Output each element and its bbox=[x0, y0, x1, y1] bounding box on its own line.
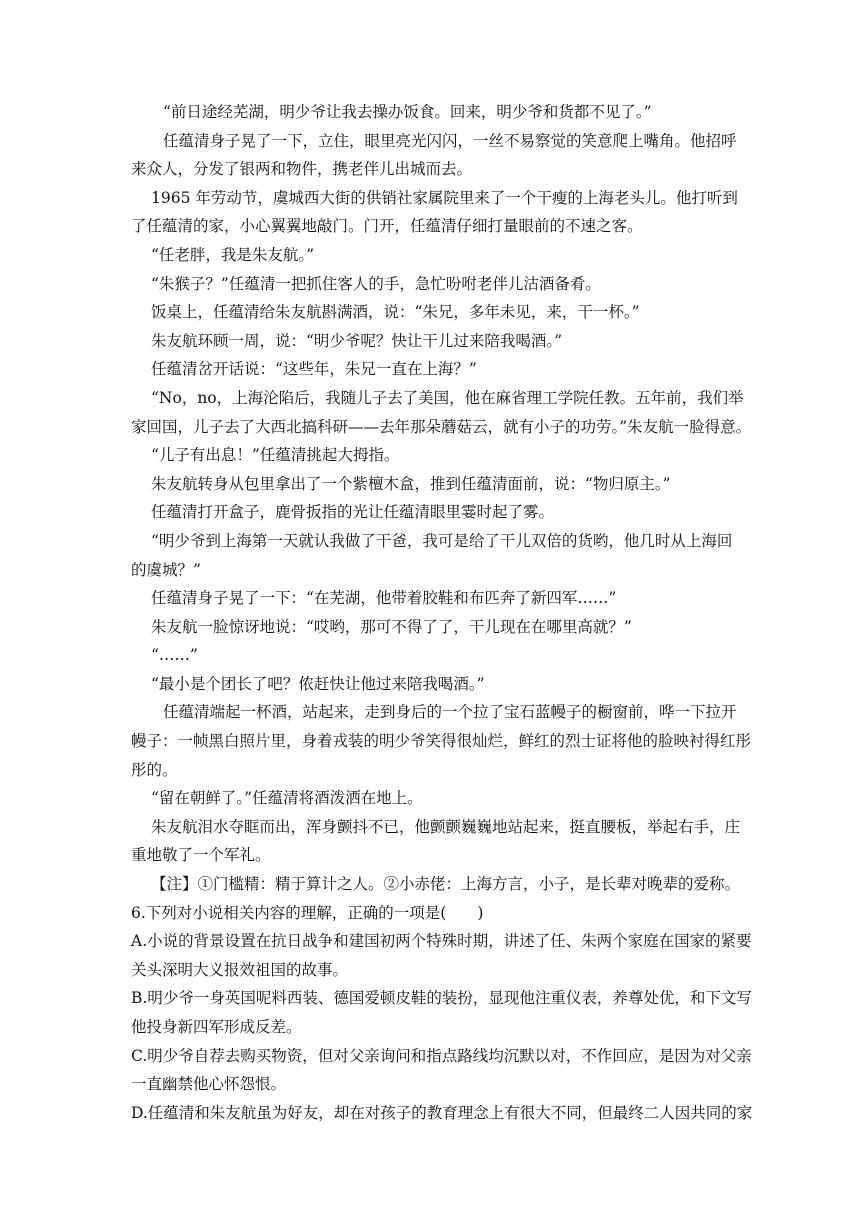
option-b: B.明少爷一身英国呢料西装、德国爱顿皮鞋的装扮，显现他注重仪表，养尊处优，和下文写 bbox=[131, 989, 752, 1008]
story-line: “朱猴子？”任蕴清一把抓住客人的手，急忙吩咐老伴儿沽酒备肴。 bbox=[151, 274, 601, 293]
story-line: 来众人，分发了银两和物件，携老伴儿出城而去。 bbox=[131, 160, 473, 179]
story-line: 任蕴清身子晃了一下：“在芜湖，他带着胶鞋和布匹奔了新四军……” bbox=[151, 589, 617, 608]
option-a-continued: 关头深明大义报效祖国的故事。 bbox=[131, 960, 349, 979]
annotation-note: 【注】①门槛精：精于算计之人。②小赤佬：上海方言，小子，是长辈对晚辈的爱称。 bbox=[151, 875, 741, 894]
story-line: 任蕴清端起一杯酒，站起来，走到身后的一个拉了宝石蓝幔子的橱窗前，哗一下拉开 bbox=[163, 703, 737, 722]
story-line: 1965 年劳动节，虞城西大街的供销社家属院里来了一个干瘦的上海老头儿。他打听到 bbox=[151, 188, 738, 207]
question-stem: 6.下列对小说相关内容的理解，正确的一项是( ) bbox=[131, 903, 484, 922]
story-line: “留在朝鲜了。”任蕴清将酒泼洒在地上。 bbox=[151, 789, 423, 808]
story-line: 幔子：一帧黑白照片里，身着戎装的明少爷笑得很灿烂，鲜红的烈士证将他的脸映衬得红彤 bbox=[131, 732, 752, 751]
story-line: 朱友航一脸惊讶地说：“哎哟，那可不得了了，干儿现在在哪里高就？” bbox=[151, 617, 632, 636]
story-line: 家回国，儿子去了大西北搞科研——去年那朵蘑菇云，就有小子的功劳。”朱友航一脸得意。 bbox=[131, 417, 752, 436]
option-a: A.小说的背景设置在抗日战争和建国初两个特殊时期，讲述了任、朱两个家庭在国家的紧要 bbox=[131, 932, 752, 951]
story-line: 了任蕴清的家，小心翼翼地敲门。门开，任蕴清仔细打量眼前的不速之客。 bbox=[131, 217, 643, 236]
story-line: 饭桌上，任蕴清给朱友航斟满酒，说：“朱兄，多年未见，来，干一杯。” bbox=[151, 303, 640, 322]
story-line: 彤的。 bbox=[131, 760, 178, 779]
story-line: 的虞城？” bbox=[131, 560, 201, 579]
story-line: 重地敬了一个军礼。 bbox=[131, 846, 271, 865]
story-line: “No，no，上海沦陷后，我随儿子去了美国，他在麻省理工学院任教。五年前，我们举 bbox=[151, 388, 744, 407]
story-line: “儿子有出息！”任蕴清挑起大拇指。 bbox=[151, 446, 400, 465]
story-line: 朱友航泪水夺眶而出，浑身颤抖不已，他颤颤巍巍地站起来，挺直腰板，举起右手，庄 bbox=[151, 817, 741, 836]
option-c: C.明少爷自荐去购买物资，但对父亲询问和指点路线均沉默以对，不作回应，是因为对父亲 bbox=[131, 1046, 752, 1065]
option-b-continued: 他投身新四军形成反差。 bbox=[131, 1018, 302, 1036]
option-d: D.任蕴清和朱友航虽为好友，却在对孩子的教育理念上有很大不同，但最终二人因共同的家 bbox=[131, 1103, 753, 1122]
option-c-continued: 一直幽禁他心怀怨恨。 bbox=[131, 1075, 287, 1094]
story-text bbox=[131, 98, 753, 1127]
story-line: 任蕴清身子晃了一下，立住，眼里亮光闪闪，一丝不易察觉的笑意爬上嘴角。他招呼 bbox=[163, 131, 737, 150]
story-line: “最小是个团长了吧？侬赶快让他过来陪我喝酒。” bbox=[151, 674, 485, 693]
story-line: 任蕴清打开盒子，鹿骨扳指的光让任蕴清眼里霎时起了雾。 bbox=[151, 503, 555, 522]
story-line: “前日途经芜湖，明少爷让我去操办饭食。回来，明少爷和货都不见了。” bbox=[163, 103, 652, 121]
story-line: “任老胖，我是朱友航。” bbox=[151, 245, 315, 264]
story-line: 朱友航环顾一周，说：“明少爷呢？快让干儿过来陪我喝酒。” bbox=[151, 331, 563, 350]
story-line: 朱友航转身从包里拿出了一个紫檀木盒，推到任蕴清面前，说：“物归原主。” bbox=[151, 474, 671, 493]
story-line: “明少爷到上海第一天就认我做了干爸，我可是给了干儿双倍的货哟，他几时从上海回 bbox=[151, 531, 733, 550]
story-line: 任蕴清岔开话说：“这些年，朱兄一直在上海？” bbox=[151, 360, 477, 379]
story-line: “……” bbox=[151, 646, 198, 665]
